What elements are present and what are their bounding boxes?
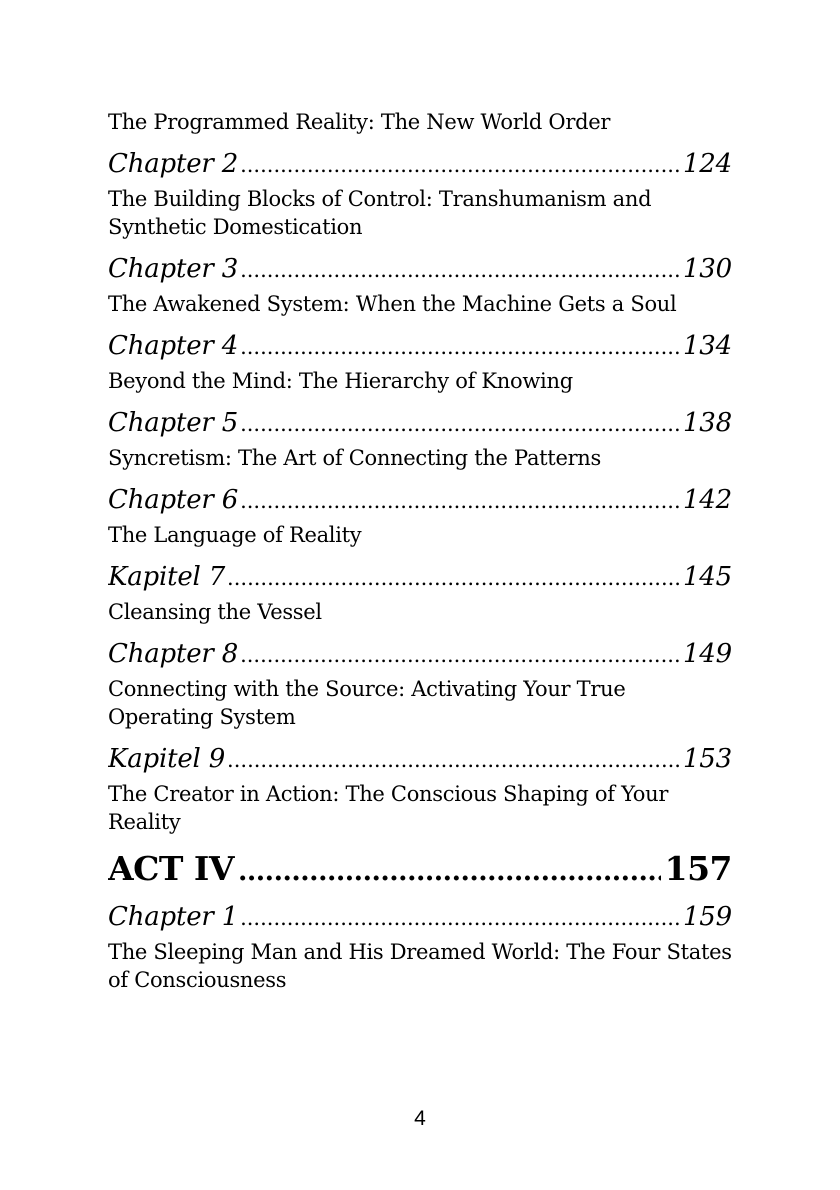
toc-entry-page: 153: [682, 744, 732, 774]
toc-subtitle: The Awakened System: When the Machine Gets a Soul: [108, 292, 677, 316]
toc-entry-page: 149: [682, 639, 732, 669]
toc-subtitle: The Building Blocks of Control: Transhumanism and Synthetic Domestication: [108, 187, 652, 239]
toc-entry-page: 138: [682, 408, 732, 438]
toc-entry-chapter-5[interactable]: [108, 403, 732, 444]
dot-leader: [227, 558, 681, 598]
table-of-contents: [108, 108, 732, 994]
page-number: 4: [414, 1107, 426, 1130]
toc-entry-page: 130: [682, 254, 732, 284]
toc-entry-label: Chapter 2: [108, 149, 239, 179]
toc-entry-label: Chapter 3: [108, 254, 239, 284]
toc-subtitle: The Programmed Reality: The New World Order: [108, 110, 611, 134]
toc-entry-page: 124: [682, 149, 732, 179]
toc-subtitle: The Creator in Action: The Conscious Shaping of Your Reality: [108, 782, 669, 834]
toc-entry-page: 159: [682, 902, 732, 932]
dot-leader: [240, 145, 681, 185]
dot-leader: [240, 898, 681, 938]
dot-leader: [240, 404, 681, 444]
toc-act-page: 157: [664, 849, 732, 888]
toc-entry-page: 142: [682, 485, 732, 515]
dot-leader: [240, 481, 681, 521]
toc-entry-kapitel-7[interactable]: [108, 557, 732, 598]
dot-leader: [227, 740, 681, 780]
toc-entry-page: 145: [682, 562, 732, 592]
dot-leader: [238, 849, 661, 895]
toc-subtitle: The Sleeping Man and His Dreamed World: The Four States of Consciousness: [108, 940, 732, 992]
toc-entry-label: Chapter 1: [108, 902, 239, 932]
toc-subtitle: Connecting with the Source: Activating Your True Operating System: [108, 677, 626, 729]
toc-subtitle: Beyond the Mind: The Hierarchy of Knowing: [108, 369, 573, 393]
toc-entry-chapter-6[interactable]: [108, 480, 732, 521]
dot-leader: [240, 250, 681, 290]
toc-entry-label: Chapter 8: [108, 639, 239, 669]
toc-subtitle: Cleansing the Vessel: [108, 600, 322, 624]
toc-act-label: ACT IV: [108, 849, 234, 888]
toc-entry-label: Chapter 4: [108, 331, 239, 361]
dot-leader: [240, 635, 681, 675]
toc-entry-kapitel-9[interactable]: [108, 739, 732, 780]
toc-subtitle: The Language of Reality: [108, 523, 362, 547]
toc-entry-label: Kapitel 7: [108, 562, 226, 592]
toc-entry-page: 134: [682, 331, 732, 361]
toc-entry-chapter-2[interactable]: [108, 144, 732, 185]
toc-subtitle: Syncretism: The Art of Connecting the Patterns: [108, 446, 602, 470]
dot-leader: [240, 327, 681, 367]
toc-entry-label: Chapter 5: [108, 408, 239, 438]
toc-entry-chapter-3[interactable]: [108, 249, 732, 290]
toc-entry-act-iv[interactable]: [108, 846, 732, 895]
toc-entry-chapter-1[interactable]: [108, 897, 732, 938]
toc-entry-label: Kapitel 9: [108, 744, 226, 774]
toc-entry-label: Chapter 6: [108, 485, 239, 515]
toc-entry-chapter-8[interactable]: [108, 634, 732, 675]
toc-entry-chapter-4[interactable]: [108, 326, 732, 367]
